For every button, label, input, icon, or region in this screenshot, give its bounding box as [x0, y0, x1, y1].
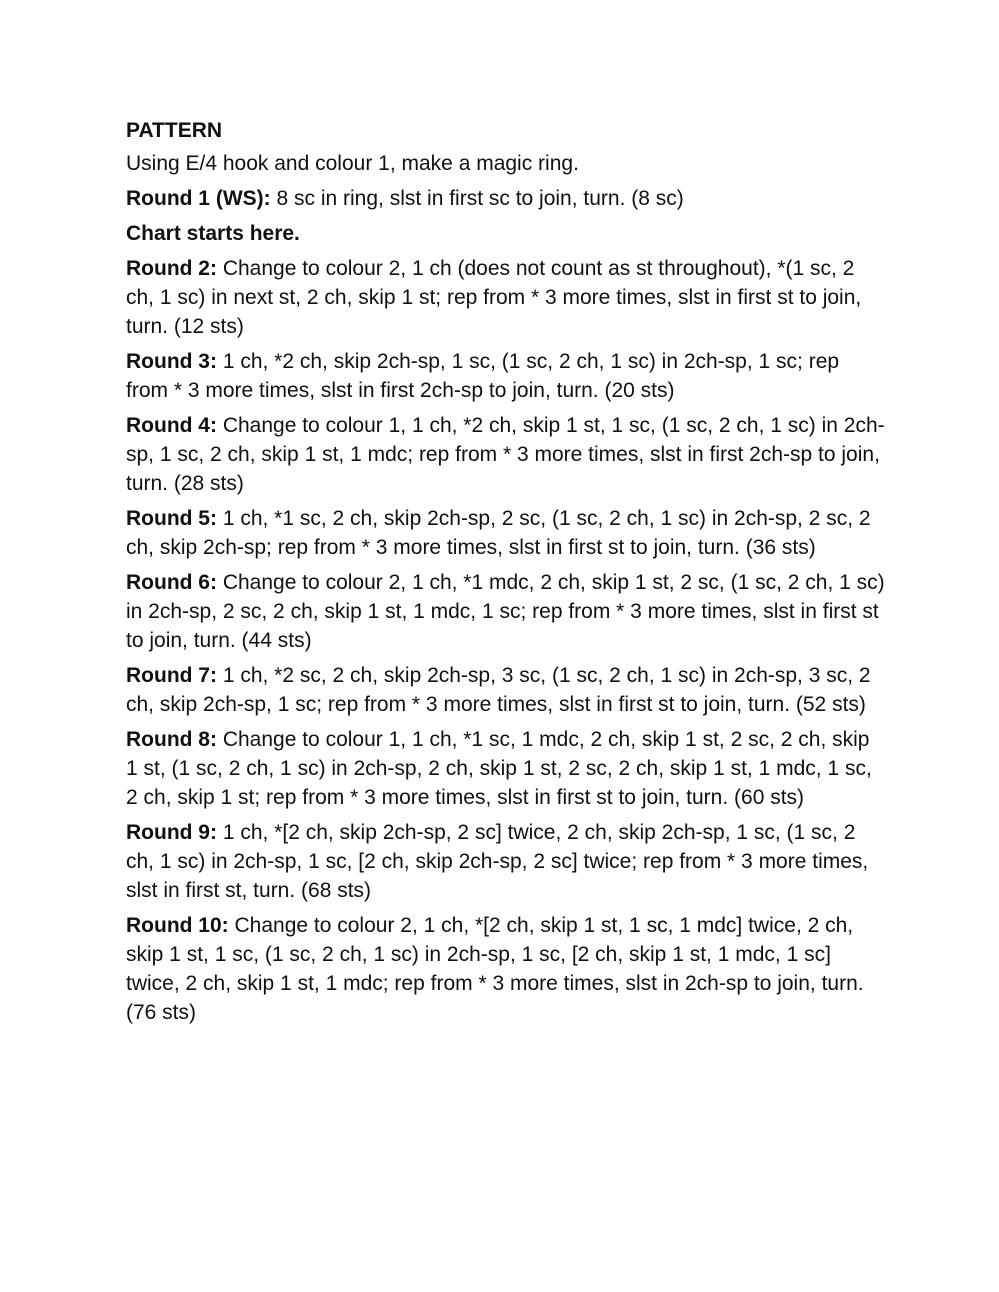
round-label: Round 2: [126, 257, 217, 280]
round-4 [126, 411, 886, 498]
round-text: 1 ch, *[2 ch, skip 2ch-sp, 2 sc] twice, 2 ch, skip 2ch-sp, 1 sc, (1 sc, 2 ch, 1 sc) in 2ch-sp, 1 sc, [2 ch, skip 2ch-sp, 2 sc] twice; rep from * 3 more times, slst in first st, turn. (68 sts) [126, 821, 869, 902]
round-label: Round 10: [126, 914, 229, 937]
round-text: Change to colour 2, 1 ch, *1 mdc, 2 ch, skip 1 st, 2 sc, (1 sc, 2 ch, 1 sc) in 2ch-sp, 2 sc, 2 ch, skip 1 st, 1 mdc, 1 sc; rep from * 3 more times, slst in first st to join, turn. (44 sts) [126, 571, 885, 652]
round-2 [126, 254, 886, 341]
round-label: Round 4: [126, 414, 217, 437]
round-7 [126, 661, 886, 719]
round-6 [126, 568, 886, 655]
pattern-heading: PATTERN [126, 119, 223, 142]
round-label: Round 3: [126, 350, 217, 373]
round-label: Round 5: [126, 507, 217, 530]
round-text: 1 ch, *2 sc, 2 ch, skip 2ch-sp, 3 sc, (1 sc, 2 ch, 1 sc) in 2ch-sp, 3 sc, 2 ch, skip 2ch-sp, 1 sc; rep from * 3 more times, slst in first st to join, turn. (52 sts) [126, 664, 871, 716]
chart-note: Chart starts here. [126, 222, 300, 245]
round-1 [126, 184, 886, 213]
round-label: Round 7: [126, 664, 217, 687]
intro-text: Using E/4 hook and colour 1, make a magic ring. [126, 152, 579, 175]
round-label: Round 8: [126, 728, 217, 751]
round-text: 1 ch, *1 sc, 2 ch, skip 2ch-sp, 2 sc, (1 sc, 2 ch, 1 sc) in 2ch-sp, 2 sc, 2 ch, skip 2ch-sp; rep from * 3 more times, slst in first st to join, turn. (36 sts) [126, 507, 871, 559]
round-9 [126, 818, 886, 905]
pattern-page [126, 116, 886, 1033]
round-10 [126, 911, 886, 1027]
round-label: Round 6: [126, 571, 217, 594]
round-text: Change to colour 2, 1 ch (does not count as st throughout), *(1 sc, 2 ch, 1 sc) in next st, 2 ch, skip 1 st; rep from * 3 more times, slst in first st to join, turn. (12 sts) [126, 257, 862, 338]
round-text: Change to colour 1, 1 ch, *2 ch, skip 1 st, 1 sc, (1 sc, 2 ch, 1 sc) in 2ch-sp, 1 sc, 2 ch, skip 1 st, 1 mdc; rep from * 3 more times, slst in first 2ch-sp to join, turn. (28 sts) [126, 414, 885, 495]
round-label: Round 9: [126, 821, 217, 844]
round-3 [126, 347, 886, 405]
round-text: Change to colour 1, 1 ch, *1 sc, 1 mdc, 2 ch, skip 1 st, 2 sc, 2 ch, skip 1 st, (1 sc, 2 ch, 1 sc) in 2ch-sp, 2 ch, skip 1 st, 2 sc, 2 ch, skip 1 st, 1 mdc, 1 sc, 2 ch, skip 1 st; rep from * 3 more times, slst in first st to join, turn. (60 sts) [126, 728, 872, 809]
round-5 [126, 504, 886, 562]
round-1-text: 8 sc in ring, slst in first sc to join, turn. (8 sc) [270, 187, 684, 210]
round-1-label: Round 1 (WS): [126, 187, 271, 210]
round-text: Change to colour 2, 1 ch, *[2 ch, skip 1 st, 1 sc, 1 mdc] twice, 2 ch, skip 1 st, 1 sc, (1 sc, 2 ch, 1 sc) in 2ch-sp, 1 sc, [2 ch, skip 1 st, 1 mdc, 1 sc] twice, 2 ch, skip 1 st, 1 mdc; rep from * 3 more times, slst in 2ch-sp to join, turn. (76 sts) [126, 914, 864, 1024]
round-text: 1 ch, *2 ch, skip 2ch-sp, 1 sc, (1 sc, 2 ch, 1 sc) in 2ch-sp, 1 sc; rep from * 3 more times, slst in first 2ch-sp to join, turn. (20 sts) [126, 350, 840, 402]
round-8 [126, 725, 886, 812]
